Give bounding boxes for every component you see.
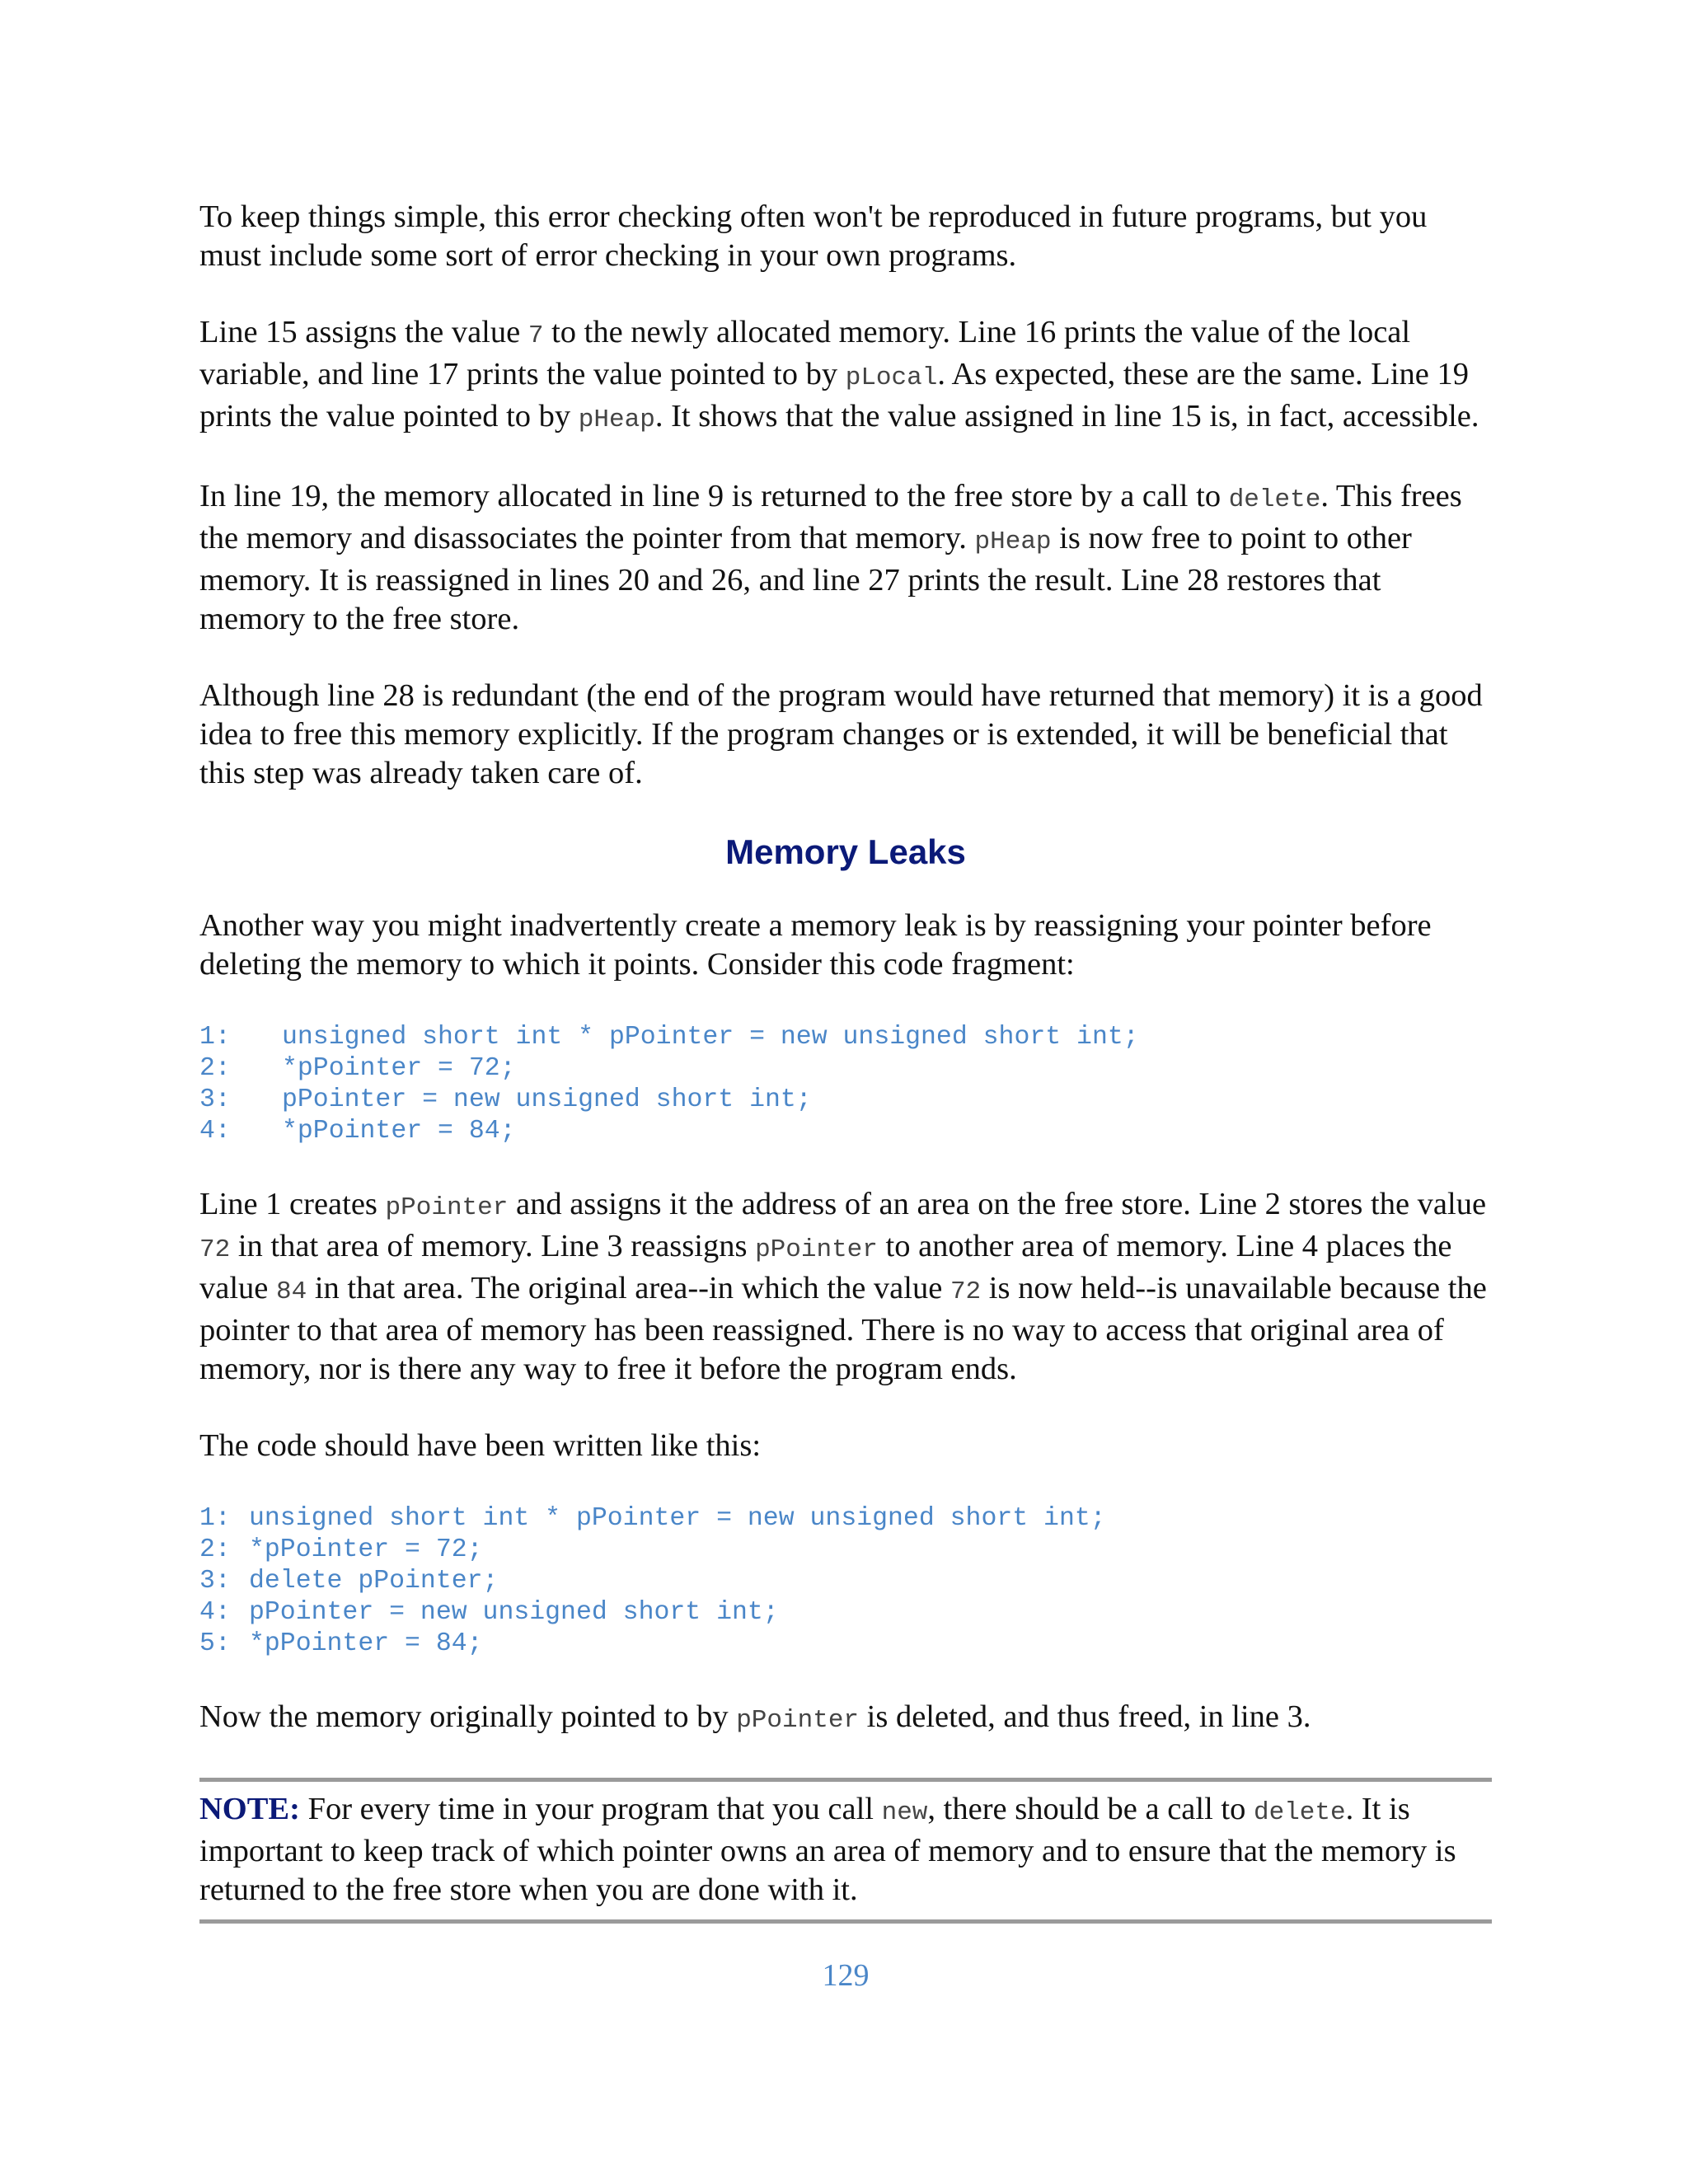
text-run: , there should be a call to	[927, 1792, 1254, 1826]
text-run: . It is important to keep track of which pointer owns an area of memory and to ensure that the memory is returned to the free store when you are done with it.	[199, 1792, 1456, 1907]
code-line-text: unsigned short int * pPointer = new unsigned short int;	[282, 1023, 1139, 1052]
inline-code: 7	[528, 321, 544, 350]
code-line-number: 1:	[199, 1504, 231, 1533]
code-line-text: *pPointer = 84;	[282, 1117, 516, 1146]
code-line-text: *pPointer = 72;	[249, 1535, 483, 1564]
inline-code: 72	[950, 1277, 982, 1306]
paragraph-line19	[199, 477, 1492, 639]
inline-code: pPointer	[755, 1235, 878, 1264]
inline-code: 84	[276, 1277, 307, 1306]
text-run: to another area of memory. Line 4 places the value	[199, 1229, 1452, 1305]
code-line-number: 4:	[199, 1598, 231, 1627]
text-run: is now held--is unavailable because the pointer to that area of memory has been reassigned. There is no way to access that original area of memory, nor is there any way to free it before the program ends.	[199, 1271, 1487, 1386]
note-text	[199, 1790, 1492, 1910]
inline-code: pPointer	[736, 1706, 860, 1735]
text-run: Line 15 assigns the value	[199, 315, 528, 349]
code-line-number: 2:	[199, 1535, 231, 1564]
inline-code: new	[881, 1798, 928, 1827]
paragraph-line28: Although line 28 is redundant (the end of the program would have returned that memory) it is a good idea to free this memory explicitly. If the program changes or is extended, it will be beneficial that this step was already taken care of.	[199, 678, 1483, 790]
code-line	[199, 1022, 1492, 1053]
paragraph-error-checking: To keep things simple, this error checking often won't be reproduced in future programs, but you must include some sort of error checking in your own programs.	[199, 199, 1428, 273]
inline-code: delete	[1228, 485, 1321, 514]
text-run: in that area of memory. Line 3 reassigns	[230, 1229, 756, 1263]
inline-code: 72	[199, 1235, 231, 1264]
code-line-number: 4:	[199, 1117, 231, 1146]
inline-code: pPointer	[385, 1193, 509, 1222]
section-heading: Memory Leaks	[725, 832, 966, 871]
code-line	[199, 1116, 1492, 1147]
code-line-text: unsigned short int * pPointer = new unsigned short int;	[249, 1504, 1106, 1533]
code-line-text: pPointer = new unsigned short int;	[282, 1085, 812, 1114]
code-line-number: 2:	[199, 1054, 231, 1083]
code-line-number: 3:	[199, 1085, 231, 1114]
text-run: in that area. The original area--in which the value	[307, 1271, 950, 1305]
document-page	[199, 198, 1492, 1994]
code-line-number: 1:	[199, 1023, 231, 1052]
inline-code: pHeap	[974, 527, 1052, 556]
text-run: is deleted, and thus freed, in line 3.	[859, 1699, 1311, 1734]
code-line	[199, 1535, 1492, 1566]
code-line-number: 5:	[199, 1629, 231, 1658]
text-run: In line 19, the memory allocated in line 9 is returned to the free store by a call to	[199, 479, 1229, 513]
note-label: NOTE:	[199, 1792, 300, 1826]
code-line	[199, 1629, 1492, 1660]
text-run: . As expected, these are the same. Line 19 prints the value pointed to by	[199, 357, 1469, 434]
code-line-number: 3:	[199, 1567, 231, 1596]
text-run: . This frees the memory and disassociates the pointer from that memory.	[199, 479, 1462, 555]
text-run: For every time in your program that you call	[299, 1792, 882, 1826]
paragraph-leak-explanation	[199, 1185, 1492, 1389]
code-line-text: delete pPointer;	[249, 1567, 499, 1596]
paragraph-leak-intro: Another way you might inadvertently create a memory leak is by reassigning your pointer before deleting the memory to which it points. Consider this code fragment:	[199, 908, 1432, 982]
code-line	[199, 1053, 1492, 1085]
inline-code: delete	[1253, 1798, 1346, 1827]
code-line	[199, 1566, 1492, 1597]
code-line-text: pPointer = new unsigned short int;	[249, 1598, 779, 1627]
code-line	[199, 1503, 1492, 1535]
text-run: to the newly allocated memory. Line 16 prints the value of the local variable, and line 17 prints the value pointed to by	[199, 315, 1411, 391]
code-line	[199, 1597, 1492, 1629]
inline-code: pLocal	[845, 363, 938, 392]
code-line-text: *pPointer = 72;	[282, 1054, 516, 1083]
text-run: and assigns it the address of an area on the free store. Line 2 stores the value	[508, 1187, 1487, 1221]
text-run: Now the memory originally pointed to by	[199, 1699, 737, 1734]
code-line-text: *pPointer = 84;	[249, 1629, 483, 1658]
inline-code: pHeap	[578, 405, 655, 434]
note-box	[199, 1778, 1492, 1924]
code-fragment-leak	[199, 1022, 1492, 1147]
text-run: . It shows that the value assigned in line 15 is, in fact, accessible.	[654, 399, 1479, 434]
text-run: is now free to point to other memory. It is reassigned in lines 20 and 26, and line 27 prints the result. Line 28 restores that memory to the free store.	[199, 521, 1412, 636]
code-fragment-fixed	[199, 1503, 1492, 1660]
text-run: Line 1 creates	[199, 1187, 386, 1221]
paragraph-line15	[199, 313, 1492, 439]
paragraph-freed	[199, 1698, 1492, 1740]
paragraph-correct-intro: The code should have been written like this:	[199, 1428, 762, 1463]
page-number: 129	[822, 1958, 870, 1993]
code-line	[199, 1085, 1492, 1116]
